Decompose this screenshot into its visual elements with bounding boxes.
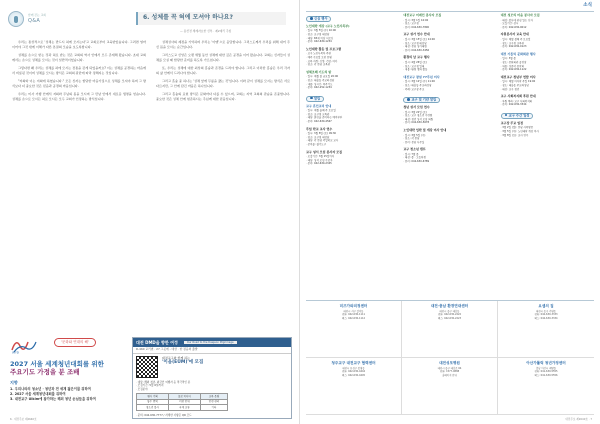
news-item-heading: 청년 성서 모임 연수	[403, 104, 430, 109]
news-item-text: · 일시: 매월 첫 금요일 20:00 · 장소: 대흥동 주교좌성당 · 내용: 성시간, 묵주기도 · 문의: 042-252-1234	[306, 75, 339, 90]
pilgrimage-header-tail: Our Road to the Daejeon Pilgrimage	[184, 341, 237, 345]
divider	[306, 11, 594, 12]
directory-entry	[402, 301, 498, 358]
pilgrimage-sub: D-460 교리변 · 27 그곳에 - 대상 · 한 걸음의 출발	[133, 347, 291, 354]
news-item-heading: 노인대학 입학 및 개강 미사 안내	[403, 127, 447, 132]
news-column	[403, 14, 496, 294]
article-paragraph: 그렇다면 왜 우리는 성체를 혀에 모시는 전통을 갖게 되었을까요? 이는 성체를 공경하는 마음에서 비롯된 것이며 성체를 모시는 방식은 교회의 판단에 따라 정해지는 것입니다.	[12, 65, 146, 76]
news-item-text: · 후원 계좌: 교구 사회복지회 · 문의: 042-630-3344	[500, 99, 533, 107]
news-item	[501, 122, 594, 137]
news-column	[501, 14, 594, 294]
recruit-table	[136, 393, 228, 411]
table-cell: 통수 번역	[137, 399, 169, 405]
news-item-heading: 자원봉사자 교육 안내	[500, 32, 529, 37]
table-cell: 안전 관리	[200, 399, 227, 405]
bullet-icon	[310, 17, 313, 20]
directory-info: 충남 아산시 배방읍 전화: 041-630-5555 팩스: 041-630-5556	[534, 366, 558, 377]
table-cell: 청소년 봉사	[137, 405, 169, 411]
news-item-heading: 교구장 주교 일정	[500, 120, 524, 125]
category-label: 신심 행사	[314, 16, 328, 21]
pilgrimage-bullet: · 대상: 해외 청년, 외국인 여행자 등 적극적인 분	[136, 380, 191, 384]
article-paragraph: 그리고 흠숭의 표현 방식은 문화마다 다를 수 있으며, 교회는 지역 교회의 관습을 존중합니다. 중요한 것은 성체 안에 현존하시는 주님께 대한 믿음입니다.	[156, 91, 290, 101]
directory-name: 요셉의 집	[538, 304, 554, 308]
article-paragraph: 그리스도교 신앙은 오랜 세월 동안 성체에 대한 깊은 공경을 이어 왔습니다. 교회는 신자들이 성체를 모실 때 합당한 준비를 하도록 가르칩니다.	[156, 52, 290, 63]
news-item	[403, 33, 496, 52]
news-item-text: · 일시: 3월 중 · 장소: 문화회관 공연장 · 내용: 성음악 음악회 · 문의: 042-630-1122	[500, 57, 527, 72]
news-item-text: · 일시: 3월 22일 (토) · 장소: 교구 청소년 수련원 · 대상: 청년 성서 모임 회원 · 문의: 042-630-5678	[403, 110, 434, 125]
wyd-title	[10, 360, 130, 376]
news-item-text: · 일시: 3월 5일 (수) 10:00 · 장소: 교구청 대강당 · 대상: 65세 이상 어르신 · 문의: 042-630-1234	[306, 29, 337, 44]
news-item	[403, 76, 496, 91]
wyd-title-line2: 주요기도 가정을 분 조배	[10, 368, 80, 376]
wyd-intention-item: 3. 대전교구 Ulkim에 참가하는 해외 청년 손님들을 위하여	[10, 397, 96, 402]
news-item-heading: 대전 가톨릭 문화회관 행사	[500, 51, 536, 56]
news-item-text: · 교구 노인사목부 주관 · 매주 수요일 오전 운영 · 교육 과정: 신앙, 건강, 여가 · 장소: 각 본당 교육관	[306, 52, 338, 67]
article-paragraph: 우리는 미사 거행 안에서 저희와 주님의 몸을 모시며 그 만남 안에서 새로운 생명을 얻습니다. 성체를 손으로 모시든 혀로 모시든 모두 교회가 인정하는 방식입니다.	[12, 91, 146, 101]
news-item-heading: 대전 성모의 마을 봉사자 모집	[500, 13, 540, 17]
news-item-heading: 노인대학 개강 (교구 노인사목부)	[306, 23, 350, 28]
news-item-heading: 성체조배 기도의 밤	[306, 69, 332, 74]
news-item-heading: 교구 성가 연수 안내	[403, 32, 430, 37]
news-item-text: · 모집기간: 3월 15일까지 · 대상: 성서 모임 수료자 · 문의: 042-630-2345	[306, 155, 335, 166]
article-paragraph: 성체성사의 제정을 기억하며 우리는 '아멘'으로 응답합니다. 그리스도께서 우리를 위해 내어 주신 몸을 모시는 순간입니다.	[156, 40, 290, 50]
directory-name: 대전성모병원	[439, 361, 460, 365]
news-item	[306, 71, 399, 90]
pilgrimage-bullets	[133, 381, 291, 392]
bullet-icon	[310, 97, 313, 100]
article-title: 6. 성체를 꼭 혀에 모셔야 하나요?	[143, 14, 233, 21]
article-paragraph: 또, 우리는 성체에 대한 최상의 흠숭과 존경을 드려야 합니다. 그리고 이러한 흠숭은 우리 각자의 삶 안에서 드러나야 합니다.	[156, 65, 290, 76]
news-item	[306, 151, 399, 166]
news-item-text: · 일시: 3월 8일 (토) 09:30 · 장소: 교구청 대강당 · 대상: 각 본당 주일학교 교사 · 준비물: 필기도구	[306, 132, 339, 146]
wyd-intention-item: 2. 2027 서울 세계청년대회를 위하여	[10, 392, 66, 397]
news-item-text: · 일시: 매월 셋째 주 토요일 · 장소: 교구청 교육관 · 문의: 042-630-0123	[500, 37, 531, 49]
directory-info: 대전시 중구 대흥로 64 전화: 1577-0888 홈페이지 안내	[437, 366, 462, 377]
pilgrimage-bullet: · 모집분야	[136, 387, 148, 391]
category-label: 교구 주간 일정	[508, 113, 530, 118]
bullet-icon	[407, 98, 410, 101]
article-title-box	[136, 12, 286, 25]
category-label: 교구 및 기관 알림	[411, 97, 437, 102]
pilgrimage-box	[132, 337, 292, 419]
category-tag	[306, 96, 324, 102]
pilgrimage-content	[133, 354, 291, 380]
news-section-title: 소식	[583, 3, 592, 8]
news-item	[501, 33, 594, 48]
pilgrimage-header-title: 대전 DMD을 향한 여정	[136, 339, 178, 345]
news-item-text: · 대상: 봉사에 관심 있는 신자 · 모집기간: 상시 · 문의: 042-630-9012	[500, 18, 533, 29]
pilgrimage-footer: · 문의: 042-630-7777 / 자세한 사항은 QR 코드	[136, 413, 192, 417]
wyd-logo-icon	[10, 336, 40, 354]
article-paragraph: 우리는 통상적으로 '성체는 반드시 혀에 모시는다'고 교회로부터 교육받았습니다. 그러면 얼마 이어야 그것 밖에 이해가 다른 본질의 모습을 보도록합니다.	[12, 40, 146, 50]
directory-entry	[306, 358, 402, 415]
directory-entry	[402, 358, 498, 415]
news-item-heading: 대전교구 미래인 봉사자 모집	[403, 13, 442, 17]
news-item-text: · 일시: 3월 15일 (토) 14:00 · 장소: 교구청 대강당 · 대상: 본당 성가대원 · 문의: 042-630-3456	[403, 37, 435, 52]
news-item-heading: 교구 혼인교리 안내	[306, 103, 332, 108]
news-item	[501, 14, 594, 29]
wyd-intention-item: 1. 우리나라의 청소년 · 청년과 전 세계 젊은이를 위하여	[10, 387, 91, 391]
wyd-title-line1: 2027 서울 세계청년대회를 위한	[10, 360, 104, 368]
section-label: Q&A	[28, 17, 41, 24]
news-item-heading: 대전교구 청년부 연합 미사	[500, 74, 536, 79]
news-item-text: · 일시: 매월 마지막 주일 19:00 · 장소: 대흥동 주교좌성당 · 대상: 교구 청년	[500, 80, 536, 91]
section-header	[8, 6, 108, 32]
qr-code-icon[interactable]	[136, 356, 158, 378]
news-columns	[306, 14, 594, 294]
news-item-heading: 주일 학교 교사 연수	[306, 126, 333, 131]
directory-name: 청주교구 대전교구 협력센터	[331, 361, 376, 365]
directory-name: 아산가톨릭 청년가정센터	[526, 361, 566, 365]
news-item	[306, 25, 399, 44]
category-tag	[306, 16, 331, 22]
pilgrimage-bullet: · 모집기간: 5월 6일까지	[136, 384, 164, 388]
table-cell: 기타	[200, 405, 227, 411]
news-item	[306, 48, 399, 67]
page-number: 6 · 대전주보 제2640호	[10, 417, 37, 421]
news-item	[501, 95, 594, 107]
news-item-text: · 일시: 3월 1일 10:00 · 장소: 교구청 · 문의: 042-630-7890	[403, 18, 430, 29]
news-item	[403, 148, 496, 163]
wyd-list-title: 지향	[10, 380, 18, 385]
table-cell: 홍보 미디어	[168, 394, 200, 400]
table-cell: 의전 안내	[168, 399, 200, 405]
news-item-text: · 일시: 3월 12일 (수) 11:00 · 장소: 대흥동 주교좌성당 · 주례: 교구장 주교	[403, 80, 435, 91]
directory-entry	[498, 358, 594, 415]
news-item-text: · 일시: 3월 5일 (수) · 장소: 각 본당 · 문의: 본당 사무실	[403, 133, 426, 144]
wyd-banner: '문화와 연대의 해'	[54, 338, 96, 347]
directory-name: 미즈가와피정센터	[339, 304, 368, 308]
news-item-heading: 교구 성서 모임 봉사자 모집	[306, 149, 343, 154]
pilgrimage-title: '이음(EUM)'에 모집	[162, 359, 204, 365]
bullet-icon	[505, 114, 508, 117]
category-tag	[501, 113, 534, 119]
pilgrimage-title-block	[162, 356, 203, 378]
wyd-section	[0, 332, 300, 424]
table-row	[137, 405, 228, 411]
directory-info: 대전시 서구 갈마동 전화: 042-630-1111 팩스: 042-630-1112	[341, 309, 366, 320]
news-item-heading: 교구 사회복지회 후원 안내	[500, 94, 536, 99]
category-label: 알림	[314, 96, 321, 100]
news-item-heading: 대전교구 창설 77주년 미사	[403, 74, 440, 79]
news-item	[403, 14, 496, 29]
news-item-text: · 일시: 4월 26일 (토) · 장소: 교구청 일대 · 내용: 환경 정화 활동	[403, 60, 428, 72]
news-column	[306, 14, 399, 294]
page-number: 대전주보 제2640호 · 7	[565, 417, 592, 421]
news-item	[501, 53, 594, 72]
section-logo-text: 함께 걷는 교회	[28, 12, 46, 17]
table-cell: 행사 기획	[137, 394, 169, 400]
right-page	[300, 0, 600, 424]
news-item-text: · 일시: 매월 둘째 주 토요일 · 장소: 교구청 교육관 · 대상: 혼인을 준비하는 예비부부 · 문의: 042-630-4567	[306, 109, 343, 123]
news-item	[403, 129, 496, 144]
news-item-text: · 3월 2일 (일): 본당 사목방문 · 3월 5일 (수): 노인대학 개강 미사 · 3월 8일 (토): 교사 연수	[500, 126, 539, 137]
directory-info: 대전시 중구 대흥동 전화: 042-630-2222 팩스: 042-630-2223	[437, 309, 462, 320]
article-author: — 용산전 세례자요한 신부 · 제2대리 주임	[180, 29, 232, 33]
article-paragraph: 성체를 손으로 받는 것과 혀로 받는 것은 교회의 역사 안에서 모두 존재해 왔습니다. 초대 교회에서는 손으로 성체를 모시는 것이 일반적이었습니다.	[12, 52, 146, 63]
article-body	[12, 40, 290, 318]
news-item	[501, 76, 594, 91]
directory-name: 대전·충남 환경연대센터	[430, 304, 469, 308]
article-paragraph: 그리고 흠숭 중 하나는 '성체 앞에 무릎을 꿇는 것'입니다. 이와 같이 성체를 모시는 방식은 서로 다르지만, 그 안에 담긴 마음은 하나입니다.	[156, 78, 290, 88]
pilgrimage-header	[133, 338, 291, 347]
wyd-intention-list	[10, 387, 96, 403]
news-item-text: · 일시: 7월 중 · 대상: 중 · 고등학생 · 문의: 042-630-6789	[403, 152, 430, 164]
directory-entry	[498, 301, 594, 358]
table-cell: 국제 교류	[168, 405, 200, 411]
category-tag	[403, 97, 440, 103]
directory-entry	[306, 301, 402, 358]
directory-info: 대전시 유성구 봉명동 전화: 042-630-4444 팩스: 042-630-4445	[341, 366, 366, 377]
directory-info: 대전시 동구 가양동 전화: 042-630-3333 팩스: 042-630-3334	[534, 309, 558, 320]
news-item-heading: 환경의 날 교구 행사	[403, 55, 430, 60]
news-item-heading: 노인대학 활동 및 프로그램	[306, 46, 342, 51]
news-item	[403, 56, 496, 71]
svg-text:WYD: WYD	[12, 350, 20, 354]
institution-directory	[306, 300, 594, 415]
news-item-heading: 교구 청소년 캠프	[403, 147, 426, 152]
article-paragraph: "저희와 이는 저희에 하였습니다." 모든 신자는 합당한 마음가짐으로 성체를 모셔야 하며 그 방식보다 더 중요한 것은 믿음과 공경의 마음입니다.	[12, 78, 146, 88]
section-logo-icon	[8, 11, 24, 27]
pilgrimage-line1: 대전교구와 함께 하는	[162, 355, 190, 360]
news-item	[306, 128, 399, 147]
news-item	[403, 106, 496, 125]
news-item	[306, 105, 399, 124]
table-cell: 교육 운영	[200, 394, 227, 400]
